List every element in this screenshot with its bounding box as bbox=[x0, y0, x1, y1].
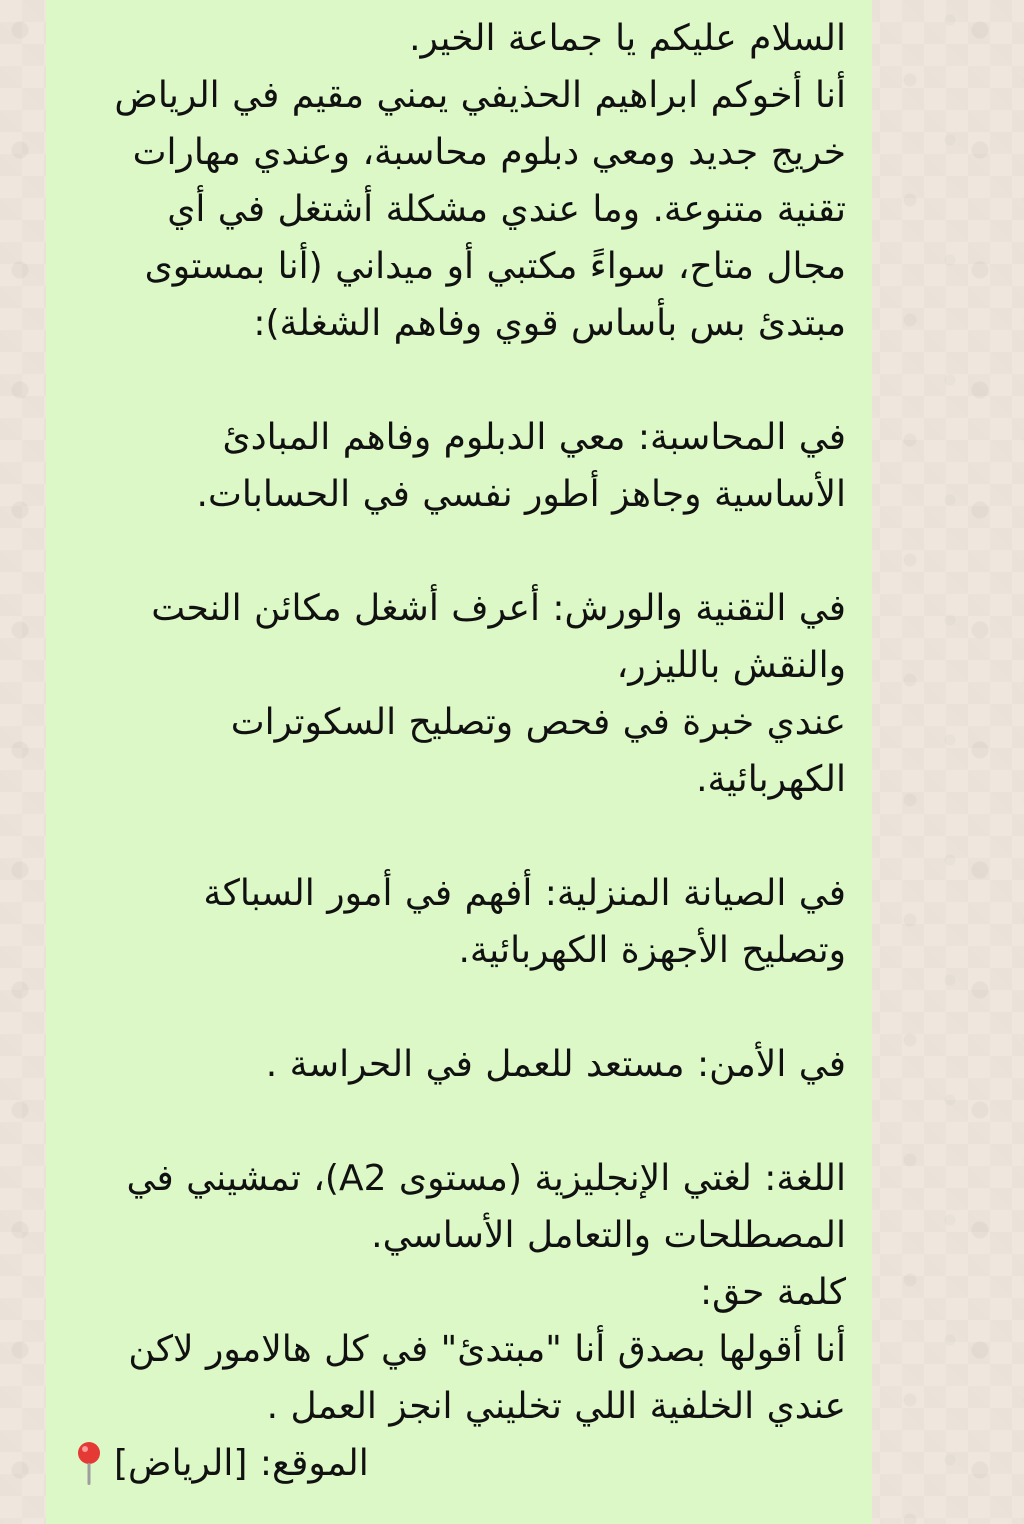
message-line: الكهربائية. bbox=[696, 759, 846, 800]
message-line: أنا أقولها بصدق أنا "مبتدئ" في كل هالامور لاكن bbox=[128, 1329, 846, 1370]
message-line: في المحاسبة: معي الدبلوم وفاهم المبادئ bbox=[222, 417, 846, 458]
blank-line bbox=[72, 1093, 846, 1150]
message-line: وتصليح الأجهزة الكهربائية. bbox=[458, 930, 846, 971]
message-line: عندي الخلفية اللي تخليني انجز العمل . bbox=[266, 1386, 846, 1427]
message-line: في الصيانة المنزلية: أفهم في أمور السباكة bbox=[203, 873, 846, 914]
location-line bbox=[72, 1435, 846, 1492]
message-line: في التقنية والورش: أعرف أشغل مكائن النحت bbox=[151, 588, 846, 629]
message-line: تقنية متنوعة. وما عندي مشكلة أشتغل في أي bbox=[167, 189, 846, 230]
message-line: خريج جديد ومعي دبلوم محاسبة، وعندي مهارات bbox=[132, 132, 846, 173]
message-line: مجال متاح، سواءً مكتبي أو ميداني (أنا بمستوى bbox=[144, 246, 846, 287]
message-line: كلمة حق: bbox=[699, 1272, 846, 1313]
message-line: اللغة: لغتي الإنجليزية (مستوى A2)، تمشيني في bbox=[126, 1158, 846, 1199]
message-line: في الأمن: مستعد للعمل في الحراسة . bbox=[265, 1044, 846, 1085]
blank-line bbox=[72, 979, 846, 1036]
message-line: الأساسية وجاهز أطور نفسي في الحسابات. bbox=[196, 474, 846, 515]
message-line: أنا أخوكم ابراهيم الحذيفي يمني مقيم في الرياض bbox=[114, 75, 846, 116]
message-bubble[interactable] bbox=[46, 0, 872, 1524]
blank-line bbox=[72, 352, 846, 409]
blank-line bbox=[72, 808, 846, 865]
location-text: الموقع: [الرياض] bbox=[114, 1443, 369, 1484]
blank-line bbox=[72, 523, 846, 580]
message-line: السلام عليكم يا جماعة الخير. bbox=[409, 18, 846, 59]
message-line: عندي خبرة في فحص وتصليح السكوترات bbox=[230, 702, 846, 743]
message-line: والنقش بالليزر، bbox=[616, 645, 846, 686]
red-pin-icon bbox=[72, 1440, 106, 1488]
message-line: المصطلحات والتعامل الأساسي. bbox=[371, 1215, 846, 1256]
message-line: مبتدئ بس بأساس قوي وفاهم الشغلة): bbox=[253, 303, 846, 344]
message-text bbox=[72, 10, 846, 1492]
